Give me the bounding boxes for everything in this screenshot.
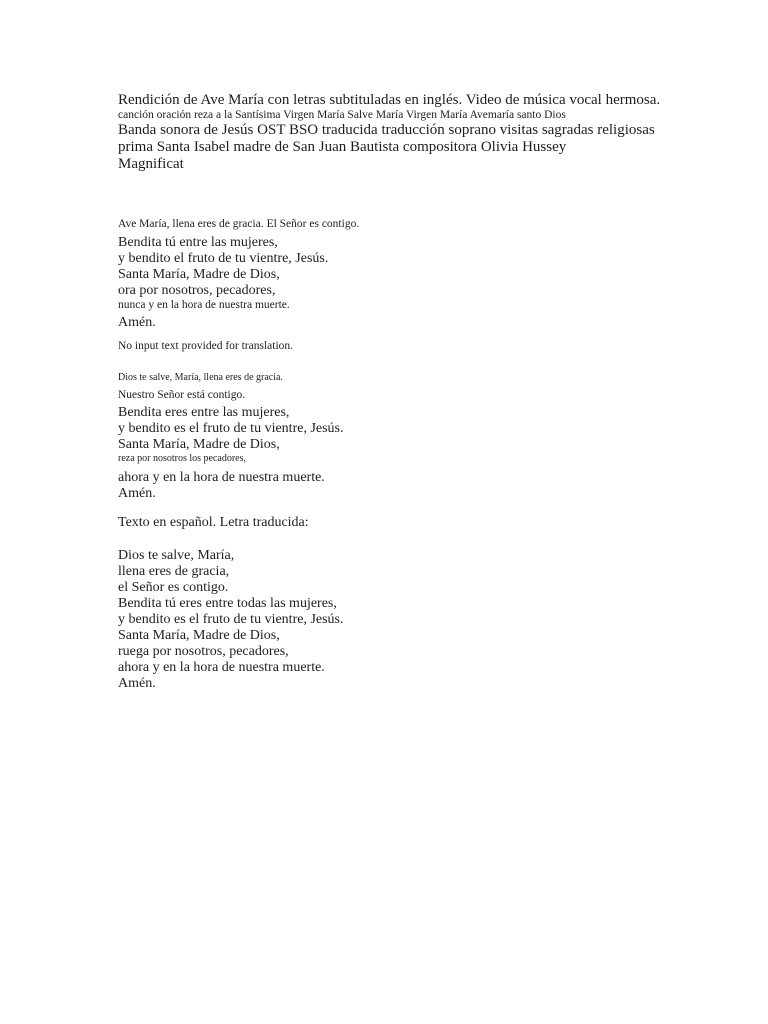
translation-note: No input text provided for translation. [118, 340, 294, 352]
intro-line: Banda sonora de Jesús OST BSO traducida traducción soprano visitas sagradas religiosas [118, 122, 655, 138]
lyric-line: y bendito es el fruto de tu vientre, Jesús. [118, 421, 344, 436]
lyric-line: Bendita eres entre las mujeres, [118, 405, 290, 420]
lyric-line: Amén. [118, 676, 156, 691]
lyric-line: Santa María, Madre de Dios, [118, 628, 280, 643]
lyric-line: ora por nosotros, pecadores, [118, 283, 276, 298]
lyric-line: el Señor es contigo. [118, 580, 229, 595]
intro-line: prima Santa Isabel madre de San Juan Bautista compositora Olivia Hussey [118, 139, 567, 155]
lyric-line: reza por nosotros los pecadores, [118, 453, 247, 464]
lyric-line: Amén. [118, 315, 156, 330]
lyric-line: Ave María, llena eres de gracia. El Señor es contigo. [118, 218, 360, 230]
lyric-line: Dios te salve, María, llena eres de gracia. [118, 372, 283, 383]
lyric-line: llena eres de gracia, [118, 564, 230, 579]
intro-block [118, 92, 738, 173]
lyric-line: Bendita tú eres entre todas las mujeres, [118, 596, 337, 611]
document-page [118, 92, 738, 692]
lyrics-section-3 [118, 548, 738, 692]
lyric-line: ahora y en la hora de nuestra muerte. [118, 470, 325, 485]
lyrics-section-2 [118, 372, 738, 502]
lyric-line: Santa María, Madre de Dios, [118, 437, 280, 452]
intro-line: Rendición de Ave María con letras subtituladas en inglés. Video de música vocal hermosa. [118, 92, 661, 108]
section-heading: Texto en español. Letra traducida: [118, 515, 309, 530]
lyric-line: nunca y en la hora de nuestra muerte. [118, 299, 290, 311]
lyric-line: Santa María, Madre de Dios, [118, 267, 280, 282]
lyric-line: Bendita tú entre las mujeres, [118, 235, 278, 250]
lyric-line: ahora y en la hora de nuestra muerte. [118, 660, 325, 675]
lyric-line: ruega por nosotros, pecadores, [118, 644, 289, 659]
lyric-line: y bendito es el fruto de tu vientre, Jesús. [118, 612, 344, 627]
lyric-line: Amén. [118, 486, 156, 501]
lyric-line: y bendito el fruto de tu vientre, Jesús. [118, 251, 329, 266]
lyrics-section-1 [118, 218, 738, 331]
intro-line: Magnificat [118, 156, 184, 172]
intro-line: canción oración reza a la Santísima Virgen María Salve María Virgen María Avemaría santo Dios [118, 109, 566, 121]
lyric-line: Dios te salve, María, [118, 548, 235, 563]
lyric-line: Nuestro Señor está contigo. [118, 389, 246, 401]
